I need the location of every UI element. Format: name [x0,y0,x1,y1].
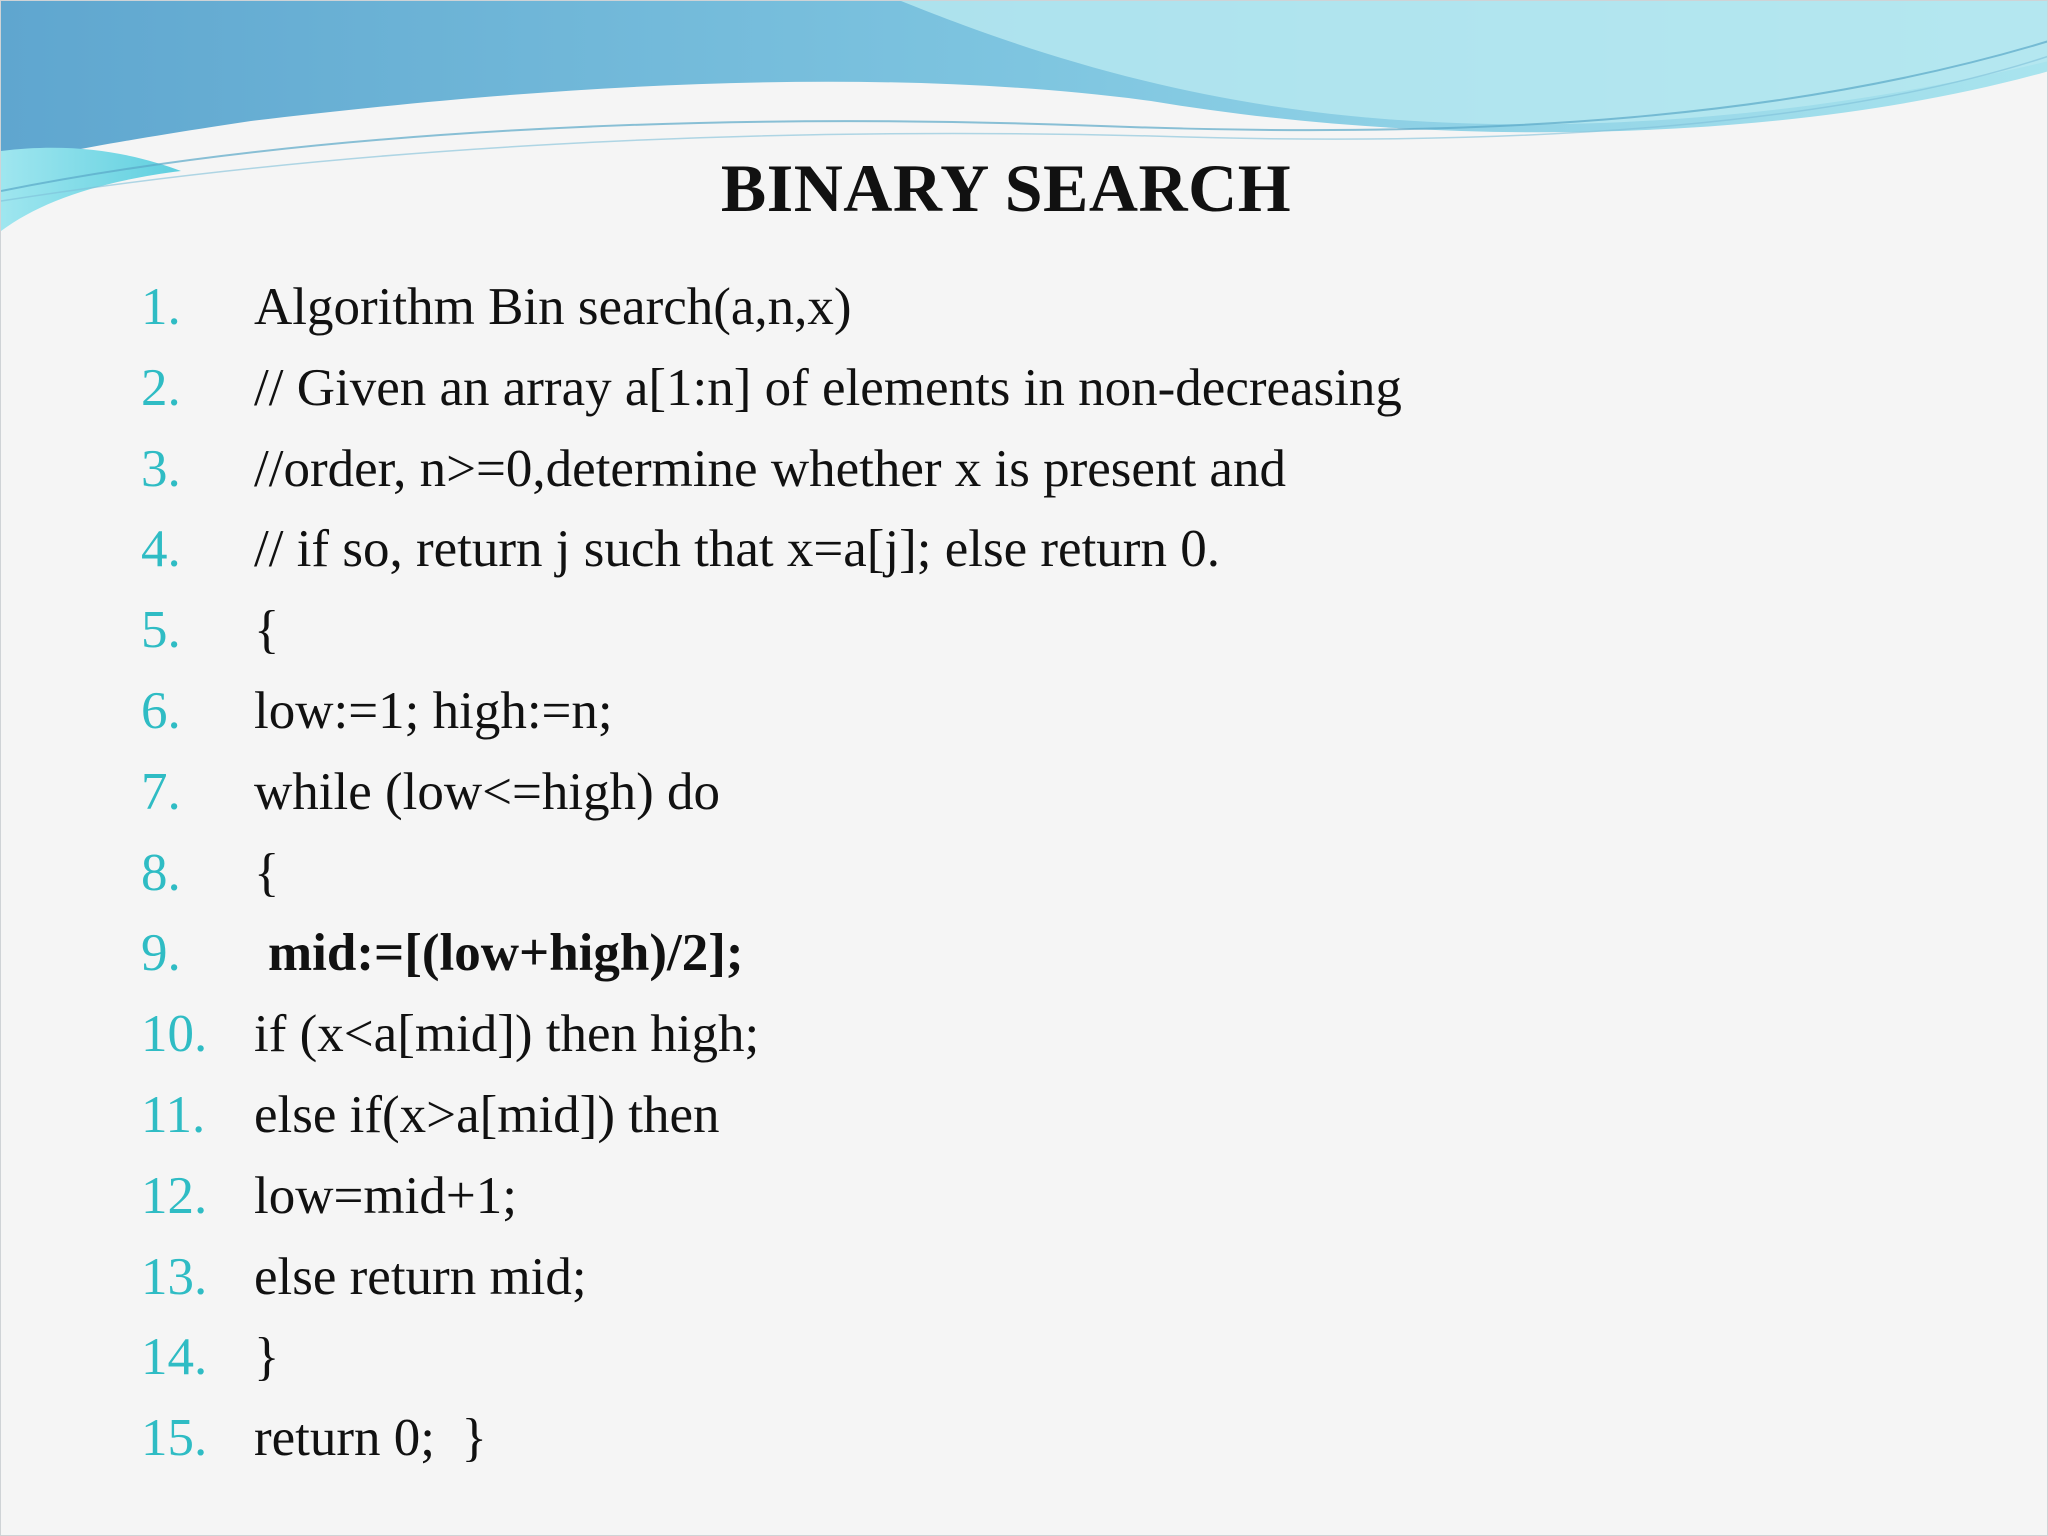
line-number: 1. [141,278,181,336]
algorithm-line [1,1156,2048,1237]
line-number: 8. [141,843,181,902]
line-number: 10. [141,1005,208,1064]
line-number: 4. [141,520,181,579]
algorithm-line [1,913,2048,994]
line-text: else return mid; [254,1247,587,1306]
algorithm-line [1,509,2048,590]
line-text: low:=1; high:=n; [254,681,613,740]
line-text: // if so, return j such that x=a[j]; else return 0. [254,520,1220,579]
line-number: 11. [141,1085,206,1144]
line-number: 7. [141,762,181,821]
line-number: 5. [141,601,181,660]
line-text-bold: mid:=[(low+high)/2]; [268,924,744,983]
line-text: while (low<=high) do [254,762,721,821]
line-number: 2. [141,358,181,417]
line-number: 3. [141,439,181,498]
line-number: 12. [141,1166,208,1225]
algorithm-lines [1,267,2048,1479]
algorithm-line [1,1075,2048,1156]
algorithm-line [1,833,2048,914]
line-number: 9. [141,924,181,983]
line-number: 14. [141,1328,208,1387]
line-text: return 0; } [254,1409,487,1468]
algorithm-line [1,752,2048,833]
algorithm-line [1,590,2048,671]
algorithm-line [1,671,2048,752]
algorithm-line [1,429,2048,510]
line-text: { [254,601,280,660]
line-text: Algorithm Bin search(a,n,x) [254,278,852,336]
algorithm-line [1,348,2048,429]
line-text: { [254,843,280,902]
line-text: else if(x>a[mid]) then [254,1085,720,1144]
line-text: } [254,1328,280,1387]
algorithm-line [1,1317,2048,1398]
line-text: low=mid+1; [254,1166,517,1225]
algorithm-line [1,994,2048,1075]
algorithm-line [1,1237,2048,1318]
algorithm-line [1,1398,2048,1479]
algorithm-line [1,267,2048,348]
line-text: // Given an array a[1:n] of elements in non-decreasing [254,358,1402,417]
line-number: 13. [141,1247,208,1306]
line-text: //order, n>=0,determine whether x is present and [254,439,1286,498]
line-number: 15. [141,1409,208,1468]
slide-title: BINARY SEARCH [720,150,1292,226]
line-text: if (x<a[mid]) then high; [254,1005,760,1064]
line-number: 6. [141,681,181,740]
